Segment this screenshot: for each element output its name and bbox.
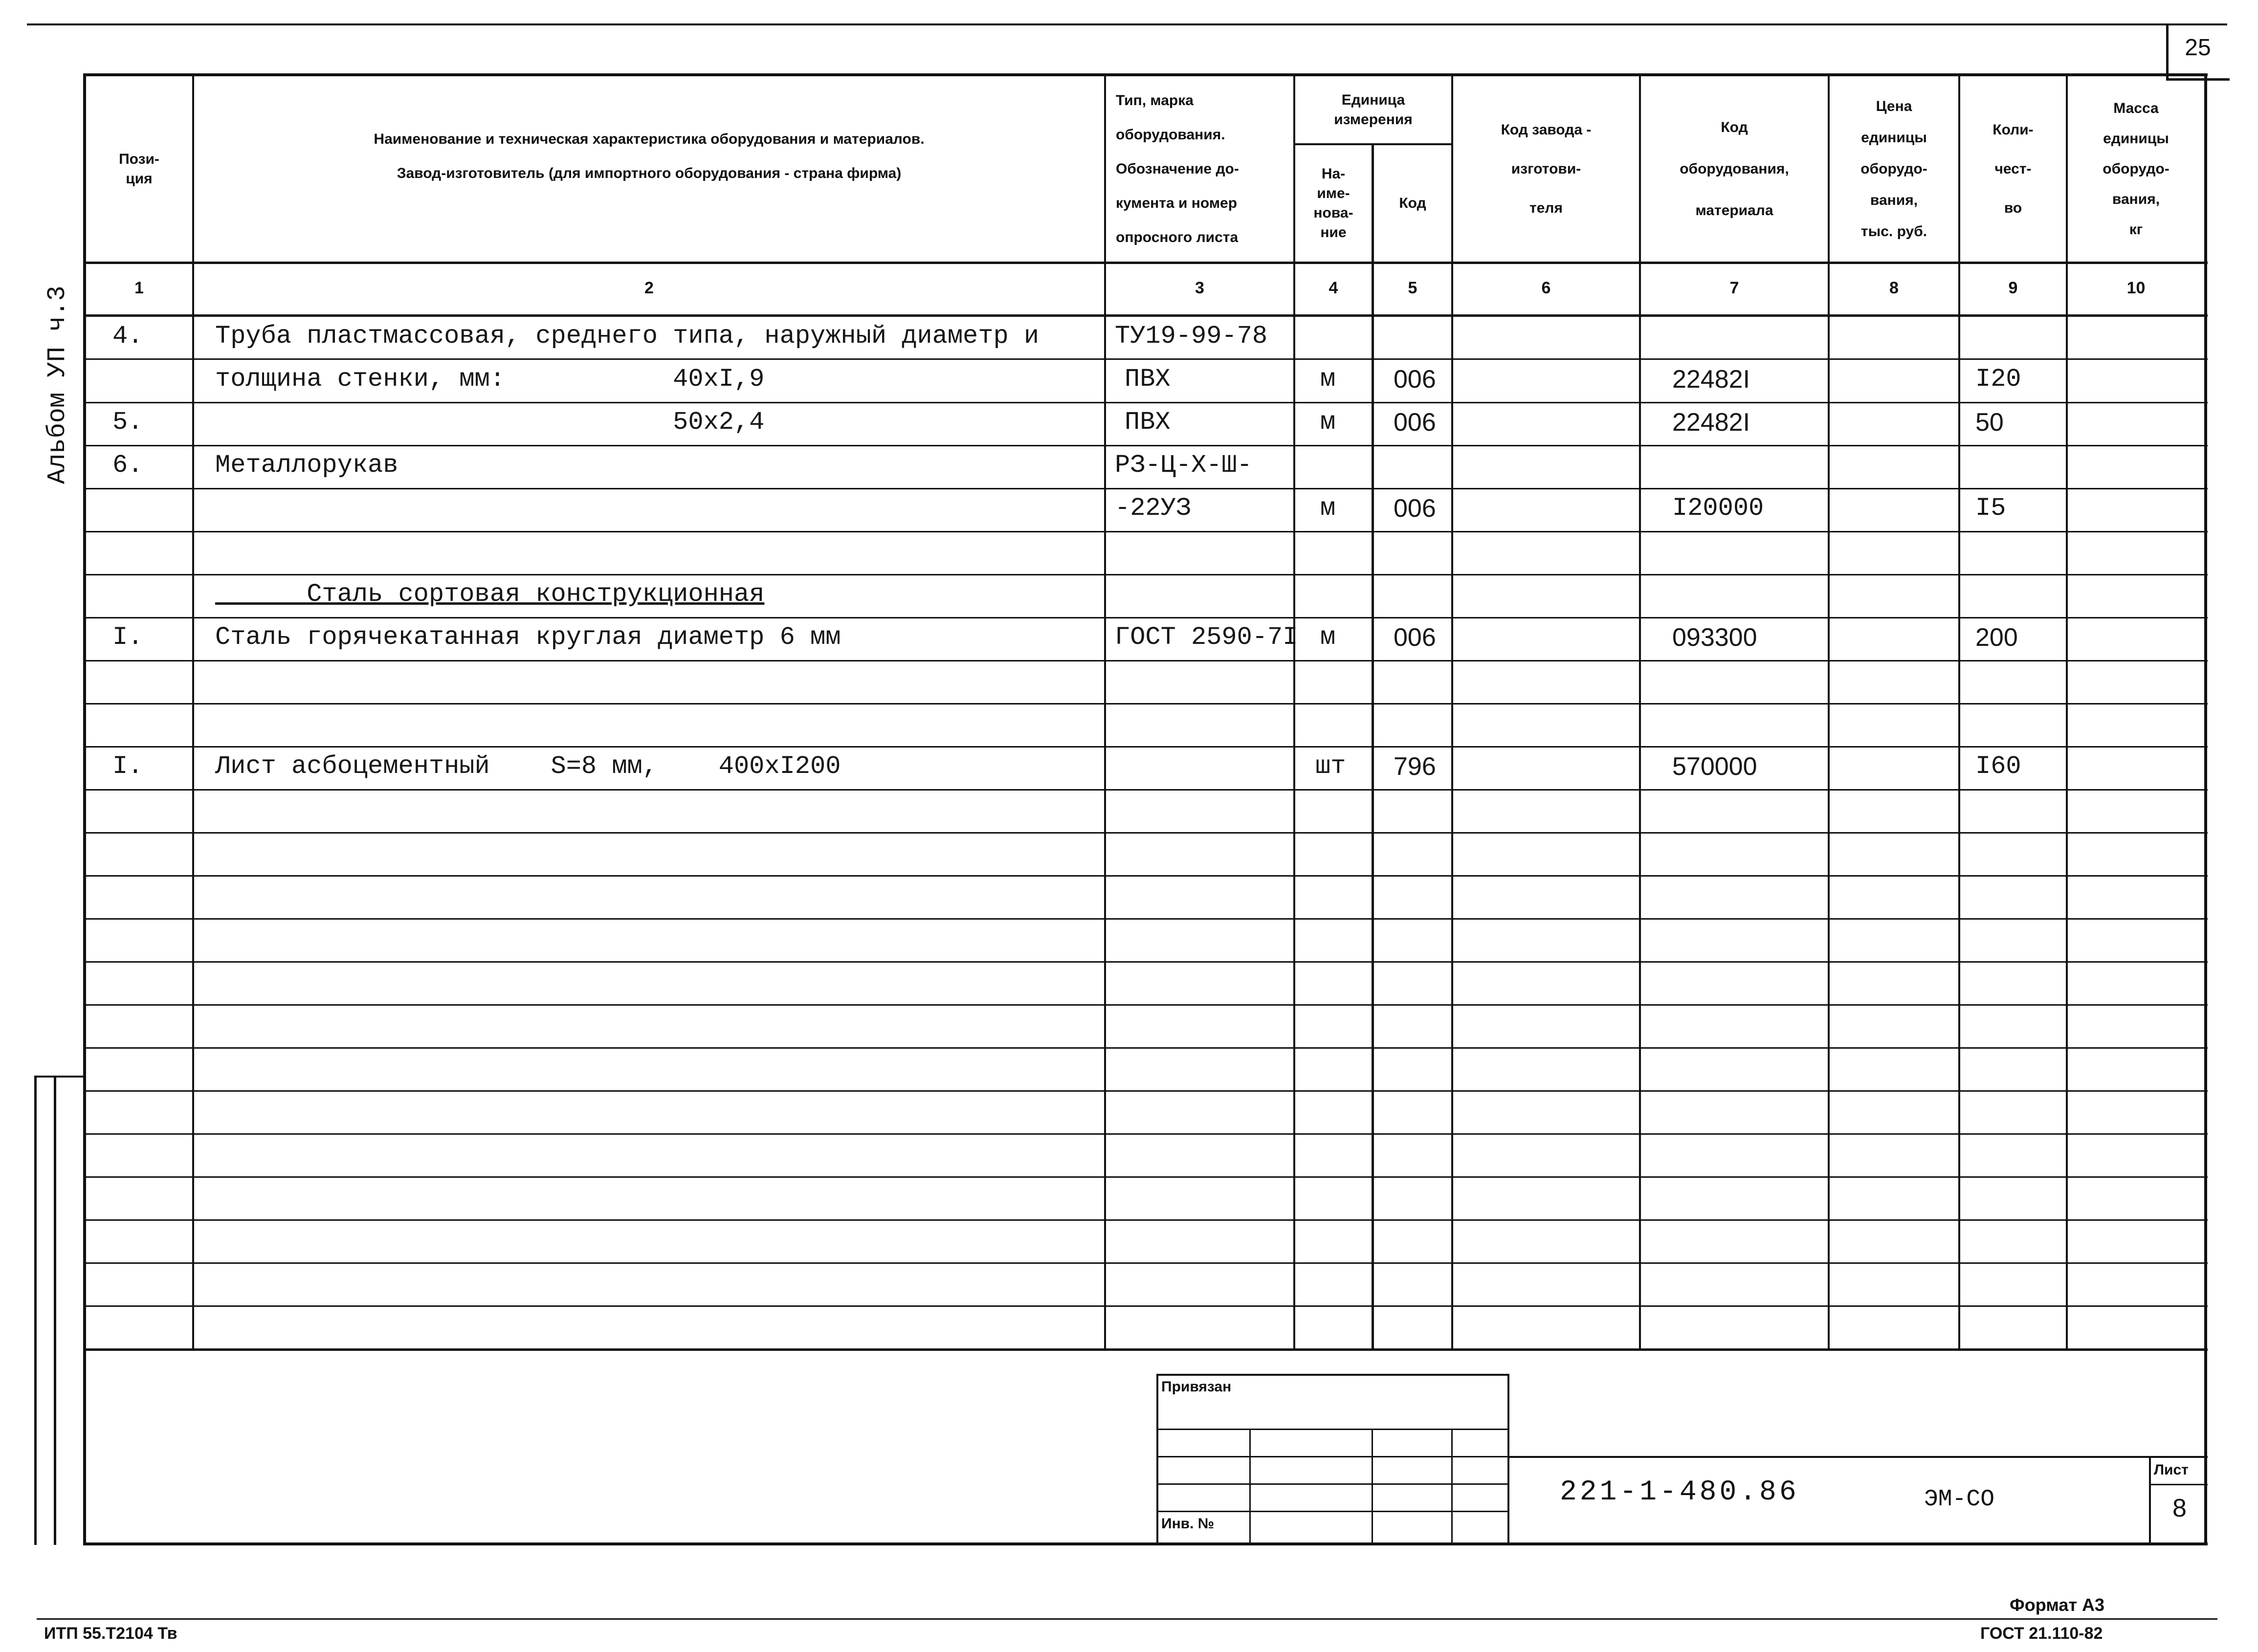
row-steel-material-code: 093300 bbox=[1672, 623, 1757, 652]
colnum-2: 2 bbox=[644, 279, 654, 297]
header-unit-name: На- име- нова- ние bbox=[1313, 166, 1353, 241]
header-factory-code: Код завода - изготови- теля bbox=[1501, 121, 1592, 216]
colnum-4: 4 bbox=[1328, 279, 1338, 297]
row-sheet-name: Лист асбоцементный S=8 мм, 400хI200 bbox=[215, 752, 841, 781]
row-sheet-code: 796 bbox=[1394, 752, 1436, 781]
row4-name: Металлорукав bbox=[215, 451, 398, 480]
header-position: Пози- ция bbox=[119, 151, 159, 187]
stamp-row bbox=[1156, 1456, 1508, 1457]
row-line bbox=[83, 358, 2208, 360]
row-line bbox=[83, 875, 2208, 877]
list-label: Лист bbox=[2154, 1462, 2189, 1478]
row-line bbox=[83, 617, 2208, 618]
row-steel-code: 006 bbox=[1394, 623, 1436, 652]
footer-format: Формат А3 bbox=[2010, 1595, 2105, 1615]
row-sheet-unit: шт bbox=[1315, 752, 1346, 781]
row3-unit: м bbox=[1320, 408, 1336, 437]
row-sheet-quantity: I60 bbox=[1975, 752, 2021, 781]
row-line bbox=[83, 1090, 2208, 1092]
privyazan-label: Привязан bbox=[1161, 1379, 1232, 1395]
row3-material-code: 22482I bbox=[1672, 408, 1750, 437]
row3-type: ПВХ bbox=[1125, 408, 1171, 437]
frame-bottom bbox=[83, 1542, 2208, 1545]
section-heading: Сталь сортовая конструкционная bbox=[215, 580, 765, 609]
row-line bbox=[83, 832, 2208, 834]
row-sheet-position: I. bbox=[112, 752, 143, 781]
footer-gost: ГОСТ 21.110-82 bbox=[1980, 1624, 2103, 1643]
sheet-code: ЭМ-СО bbox=[1924, 1486, 1995, 1513]
row2-code: 006 bbox=[1394, 365, 1436, 394]
row3-name: 50х2,4 bbox=[215, 408, 765, 437]
header-bottom bbox=[83, 262, 2208, 264]
row-steel-position: I. bbox=[112, 623, 143, 652]
row5-type: -22УЗ bbox=[1115, 494, 1192, 523]
vline-6 bbox=[1639, 73, 1641, 1349]
stamp-divider bbox=[1507, 1374, 1509, 1542]
stamp-row bbox=[1156, 1511, 1508, 1512]
row-line bbox=[83, 1262, 2208, 1264]
page-num-box-left bbox=[2166, 25, 2169, 79]
header-mass: Масса единицы оборудо- вания, кг bbox=[2103, 100, 2169, 238]
row-line bbox=[83, 488, 2208, 489]
stamp-col bbox=[1249, 1429, 1251, 1542]
stamp-col bbox=[1451, 1429, 1453, 1542]
row3-code: 006 bbox=[1394, 408, 1436, 437]
row2-name: толщина стенки, мм: 40хI,9 bbox=[215, 365, 765, 394]
top-rule bbox=[27, 23, 2227, 25]
header-type: Тип, марка оборудования. Обозначение до- кумента и номер опросного листа bbox=[1116, 92, 1239, 245]
row1-position: 4. bbox=[112, 322, 143, 351]
margin-line-2 bbox=[54, 1076, 56, 1545]
row-line bbox=[83, 961, 2208, 963]
header-material-code: Код оборудования, материала bbox=[1680, 119, 1789, 219]
vline-9 bbox=[2066, 73, 2068, 1349]
row-line bbox=[83, 1176, 2208, 1178]
row2-type: ПВХ bbox=[1125, 365, 1171, 394]
footer-left-code: ИТП 55.T2104 Тв bbox=[44, 1624, 177, 1643]
colnum-bottom bbox=[83, 314, 2208, 317]
row2-unit: м bbox=[1320, 365, 1336, 394]
row4-type: РЗ-Ц-Х-Ш- bbox=[1115, 451, 1252, 480]
vline-1 bbox=[192, 73, 194, 1349]
vline-5 bbox=[1451, 73, 1453, 1349]
vline-7 bbox=[1828, 73, 1830, 1349]
colnum-3: 3 bbox=[1195, 279, 1204, 297]
header-price: Цена единицы оборудо- вания, тыс. руб. bbox=[1860, 98, 1927, 240]
row-line bbox=[83, 660, 2208, 661]
stamp-top bbox=[83, 1348, 2208, 1351]
header-name: Наименование и техническая характеристика оборудования и материалов. Завод-изготовитель (для импортного оборудования - страна фирма) bbox=[374, 131, 925, 181]
row5-unit: м bbox=[1320, 494, 1336, 523]
row1-name: Труба пластмассовая, среднего типа, наружный диаметр и bbox=[215, 322, 1040, 351]
row1-type: ТУ19-99-78 bbox=[1115, 322, 1268, 351]
row5-quantity: I5 bbox=[1975, 494, 2006, 523]
margin-line-1 bbox=[34, 1076, 37, 1545]
header-unit-group: Единица измерения bbox=[1334, 91, 1413, 128]
row-steel-unit: м bbox=[1320, 623, 1336, 652]
row2-material-code: 22482I bbox=[1672, 365, 1750, 394]
row-steel-type: ГОСТ 2590-7I bbox=[1115, 623, 1298, 652]
row-line bbox=[83, 574, 2208, 575]
row5-material-code: I20000 bbox=[1672, 494, 1764, 523]
row-line bbox=[83, 789, 2208, 791]
colnum-8: 8 bbox=[1889, 279, 1899, 297]
row-steel-quantity: 200 bbox=[1975, 623, 2018, 652]
colnum-5: 5 bbox=[1408, 279, 1417, 297]
colnum-7: 7 bbox=[1729, 279, 1739, 297]
page-number: 25 bbox=[2185, 35, 2211, 61]
vline-3 bbox=[1293, 73, 1295, 1349]
row-line bbox=[83, 703, 2208, 705]
header-quantity: Коли- чест- во bbox=[1992, 121, 2034, 216]
stamp-col bbox=[1372, 1429, 1373, 1542]
row-line bbox=[83, 1133, 2208, 1135]
colnum-1: 1 bbox=[134, 279, 144, 297]
row-line bbox=[83, 1047, 2208, 1049]
list-number: 8 bbox=[2172, 1494, 2187, 1522]
vline-8 bbox=[1958, 73, 1960, 1349]
row-line bbox=[83, 1004, 2208, 1006]
list-box-left bbox=[2149, 1456, 2151, 1544]
title-block-top bbox=[1507, 1456, 2208, 1458]
colnum-10: 10 bbox=[2126, 279, 2146, 297]
row-line bbox=[83, 531, 2208, 532]
row-line bbox=[83, 1305, 2208, 1307]
row3-position: 5. bbox=[112, 408, 143, 437]
stamp-row bbox=[1156, 1483, 1508, 1485]
vline-2 bbox=[1104, 73, 1106, 1349]
margin-line-top bbox=[34, 1076, 86, 1078]
colnum-6: 6 bbox=[1541, 279, 1551, 297]
privyazan-top bbox=[1156, 1374, 1508, 1376]
row3-quantity: 50 bbox=[1975, 408, 2004, 437]
row-line bbox=[83, 746, 2208, 748]
list-box-split bbox=[2149, 1484, 2208, 1485]
header-unit-code: Код bbox=[1399, 195, 1426, 211]
row-line bbox=[83, 402, 2208, 403]
frame-right bbox=[2204, 73, 2207, 1545]
row-line bbox=[83, 918, 2208, 920]
side-album-label: Альбом УП ч.3 bbox=[43, 286, 72, 484]
stamp-left bbox=[1156, 1374, 1158, 1542]
row-steel-name: Сталь горячекатанная круглая диаметр 6 мм bbox=[215, 623, 841, 652]
footer-rule bbox=[37, 1618, 2217, 1620]
stamp-row bbox=[1156, 1429, 1508, 1430]
row-line bbox=[83, 1219, 2208, 1221]
row4-position: 6. bbox=[112, 451, 143, 480]
row5-code: 006 bbox=[1394, 494, 1436, 523]
row-sheet-material-code: 570000 bbox=[1672, 752, 1757, 781]
row-line bbox=[83, 445, 2208, 446]
inv-label: Инв. № bbox=[1161, 1516, 1215, 1532]
document-code: 221-1-480.86 bbox=[1560, 1476, 1799, 1508]
colnum-9: 9 bbox=[2008, 279, 2018, 297]
row2-quantity: I20 bbox=[1975, 365, 2021, 394]
